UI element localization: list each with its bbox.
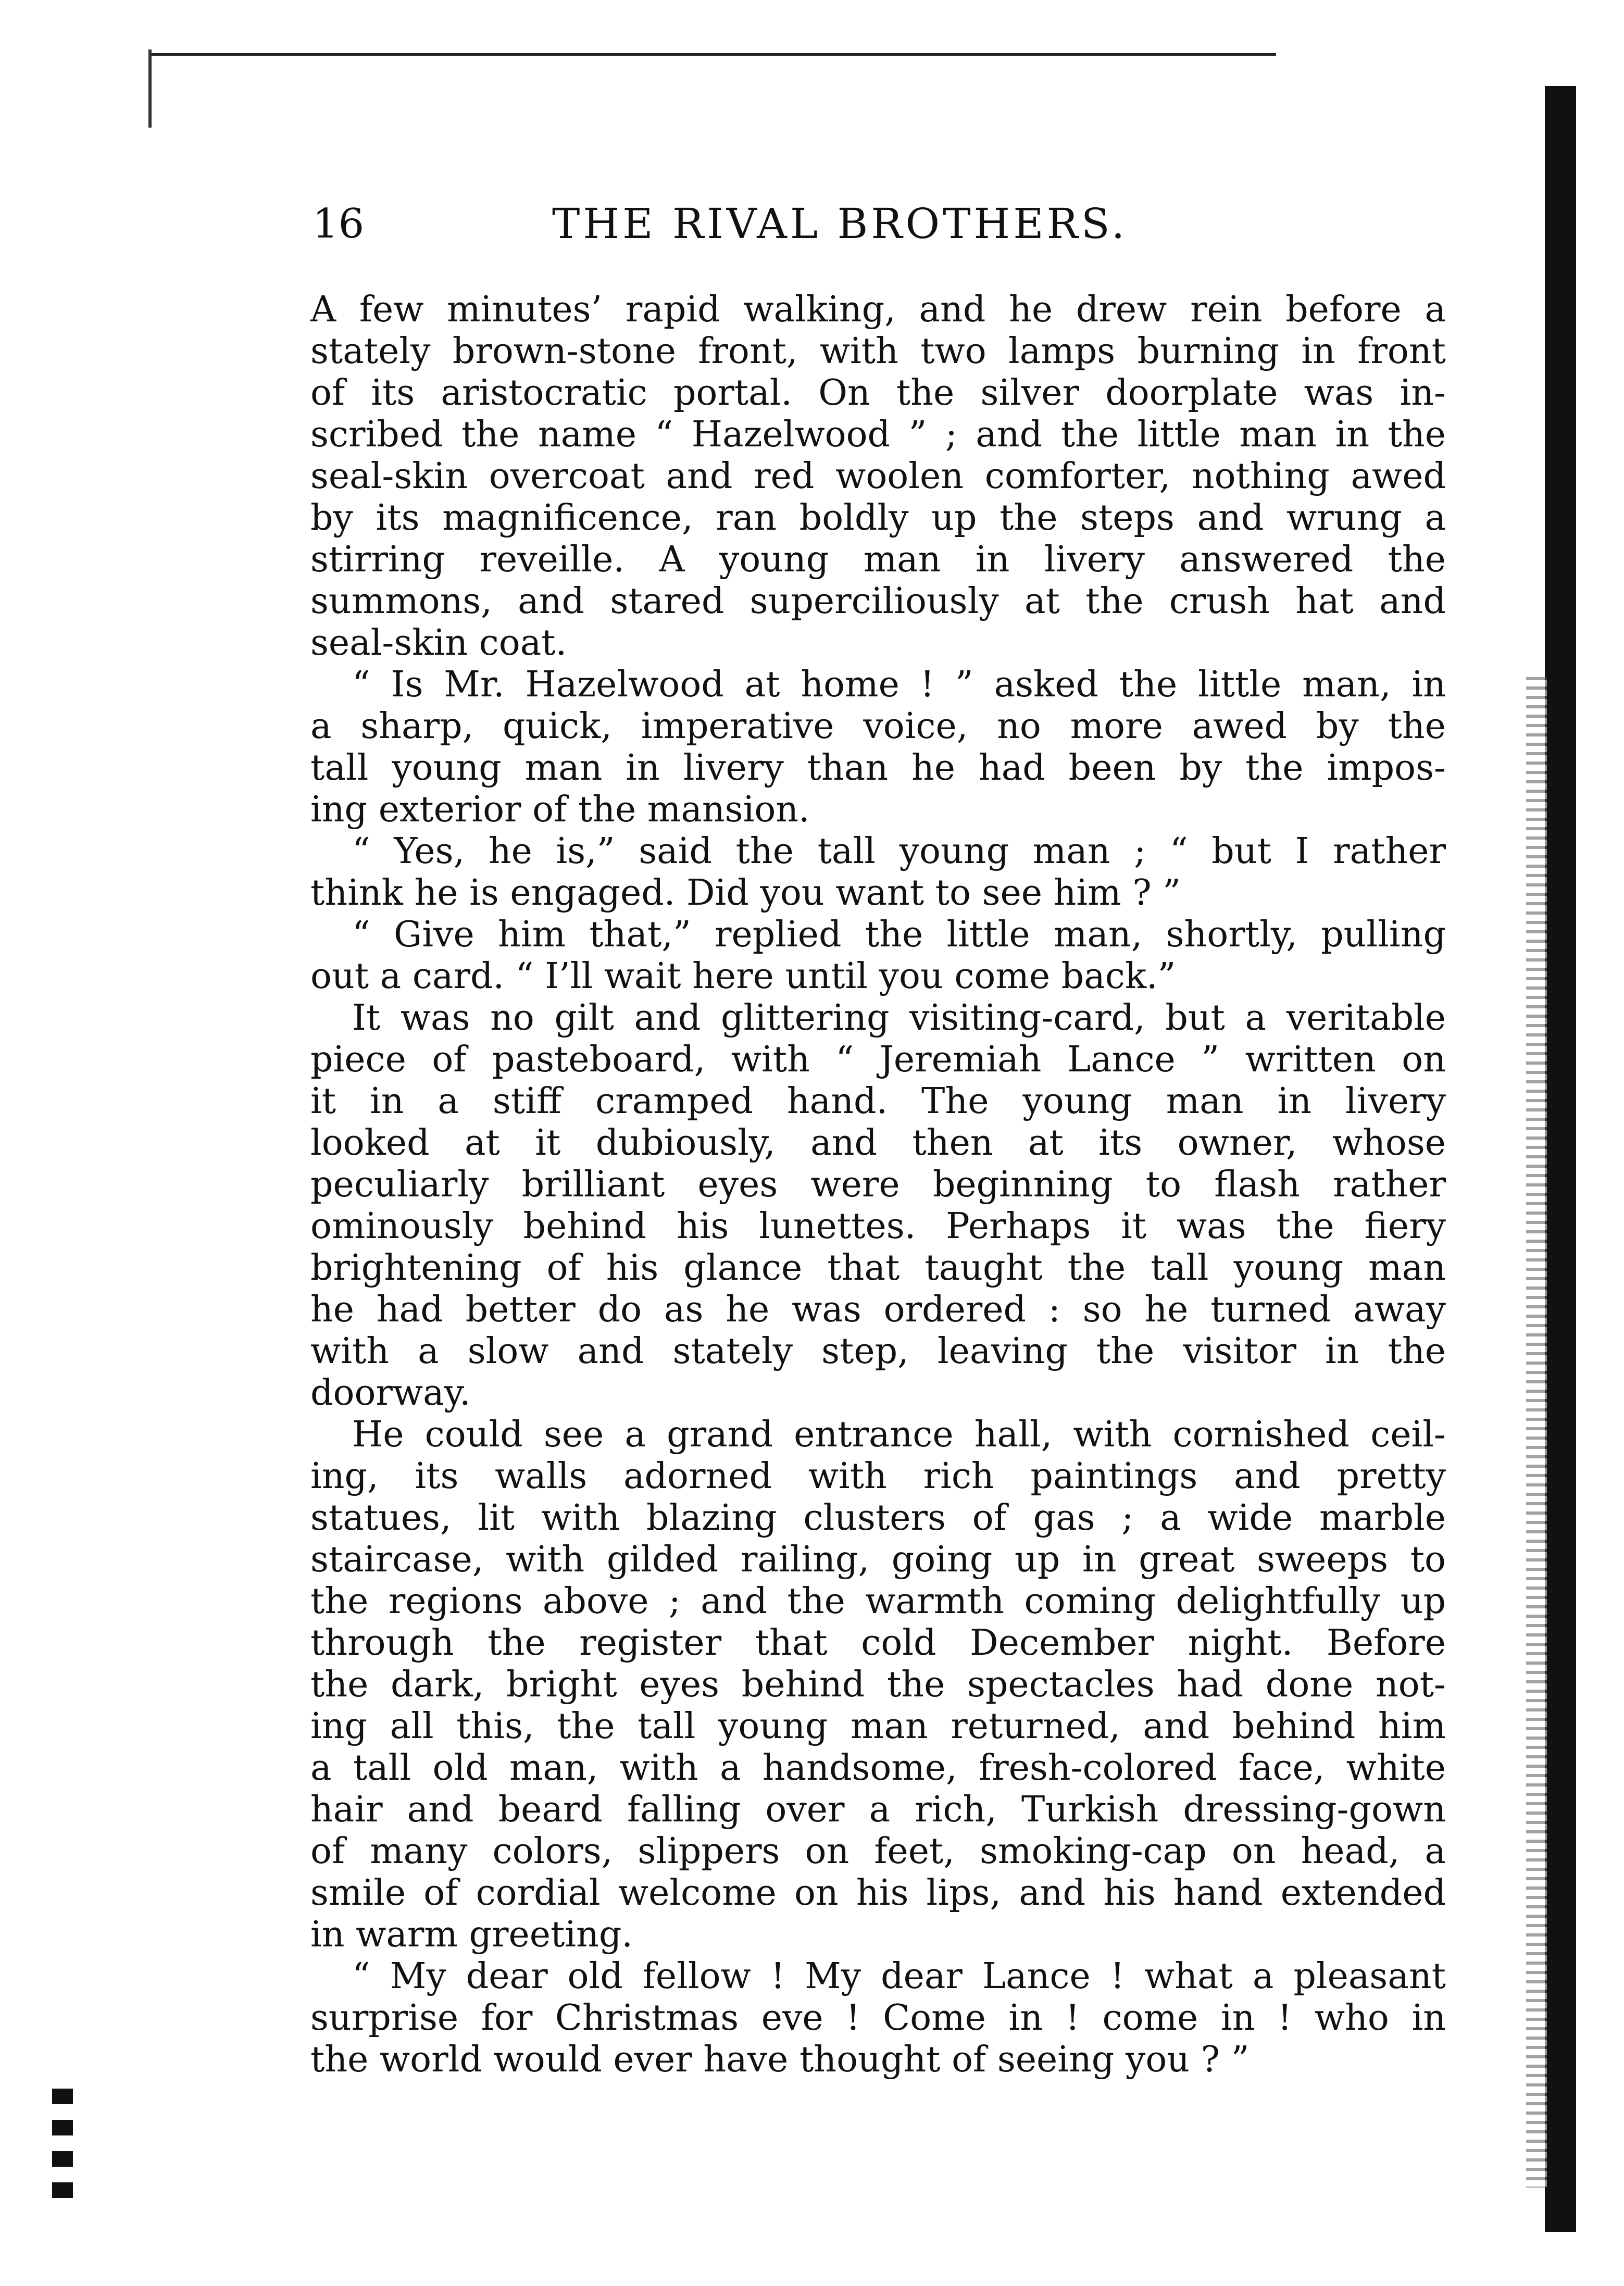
page-header xyxy=(313,193,1198,255)
text-line: piece of pasteboard, with “ Jeremiah Lance ” written on xyxy=(310,1039,1446,1080)
text-line: He could see a grand entrance hall, with cornished ceil- xyxy=(352,1414,1446,1455)
text-line: by its magnificence, ran boldly up the steps and wrung a xyxy=(310,497,1446,539)
text-line: out a card. “ I’ll wait here until you come back.” xyxy=(310,956,1176,997)
text-line: brightening of his glance that taught the tall young man xyxy=(310,1247,1446,1289)
page-edge-shadow xyxy=(1545,86,1576,2232)
text-line: in warm greeting. xyxy=(310,1914,633,1955)
text-line: staircase, with gilded railing, going up in great sweeps to xyxy=(310,1539,1446,1580)
margin-marks xyxy=(52,2089,73,2198)
text-line: It was no gilt and glittering visiting-card, but a veritable xyxy=(352,997,1446,1039)
text-line: “ My dear old fellow ! My dear Lance ! what a pleasant xyxy=(352,1956,1446,1997)
text-line: surprise for Christmas eve ! Come in ! come in ! who in xyxy=(310,1997,1446,2039)
paragraph xyxy=(310,914,1446,997)
text-line: seal-skin coat. xyxy=(310,622,567,664)
text-line: it in a stiff cramped hand. The young man in livery xyxy=(310,1081,1446,1122)
text-line: “ Give him that,” replied the little man, shortly, pulling xyxy=(352,914,1446,955)
text-line: a tall old man, with a handsome, fresh-colored face, white xyxy=(310,1747,1446,1789)
text-line: the dark, bright eyes behind the spectacles had done not- xyxy=(310,1664,1446,1705)
text-line: hair and beard falling over a rich, Turkish dressing-gown xyxy=(310,1789,1446,1830)
body-text xyxy=(310,289,1446,2081)
text-line: the world would ever have thought of seeing you ? ” xyxy=(310,2039,1250,2080)
paragraph xyxy=(310,289,1446,664)
text-line: summons, and stared superciliously at the crush hat and xyxy=(310,581,1446,622)
text-line: tall young man in livery than he had been by the impos- xyxy=(310,747,1446,789)
text-line: ing all this, the tall young man returned, and behind him xyxy=(310,1706,1446,1747)
text-line: stirring reveille. A young man in livery answered the xyxy=(310,539,1446,580)
text-line: peculiarly brilliant eyes were beginning to flash rather xyxy=(310,1164,1446,1205)
paragraph xyxy=(310,664,1446,831)
text-line: scribed the name “ Hazelwood ” ; and the little man in the xyxy=(310,414,1446,455)
text-line: with a slow and stately step, leaving the visitor in the xyxy=(310,1331,1446,1372)
text-line: ominously behind his lunettes. Perhaps it was the fiery xyxy=(310,1206,1446,1247)
page-number: 16 xyxy=(313,201,365,247)
text-line: through the register that cold December night. Before xyxy=(310,1622,1446,1664)
text-line: the regions above ; and the warmth coming delightfully up xyxy=(310,1581,1446,1622)
text-line: seal-skin overcoat and red woolen comforter, nothing awed xyxy=(310,456,1446,497)
text-line: smile of cordial welcome on his lips, and his hand extended xyxy=(310,1872,1446,1914)
text-line: he had better do as he was ordered : so he turned away xyxy=(310,1289,1446,1330)
text-line: ing exterior of the mansion. xyxy=(310,789,810,830)
text-line: of its aristocratic portal. On the silver doorplate was in- xyxy=(310,372,1446,414)
text-line: think he is engaged. Did you want to see him ? ” xyxy=(310,872,1181,914)
text-line: stately brown-stone front, with two lamps burning in front xyxy=(310,331,1446,372)
paragraph xyxy=(310,1414,1446,1956)
corner-mark xyxy=(148,49,152,128)
paragraph xyxy=(310,997,1446,1414)
text-line: ing, its walls adorned with rich paintings and pretty xyxy=(310,1456,1446,1497)
text-line: looked at it dubiously, and then at its owner, whose xyxy=(310,1122,1446,1164)
paragraph xyxy=(310,1956,1446,2081)
text-line: A few minutes’ rapid walking, and he drew rein before a xyxy=(310,289,1446,330)
top-rule xyxy=(151,53,1276,56)
text-line: “ Is Mr. Hazelwood at home ! ” asked the little man, in xyxy=(352,664,1446,705)
text-line: statues, lit with blazing clusters of gas ; a wide marble xyxy=(310,1497,1446,1539)
text-line: doorway. xyxy=(310,1372,471,1414)
text-line: “ Yes, he is,” said the tall young man ; “ but I rather xyxy=(352,831,1446,872)
text-line: a sharp, quick, imperative voice, no more awed by the xyxy=(310,706,1446,747)
running-title: THE RIVAL BROTHERS. xyxy=(552,199,1128,248)
paragraph xyxy=(310,831,1446,914)
page-edge-texture xyxy=(1526,677,1547,2188)
text-line: of many colors, slippers on feet, smoking-cap on head, a xyxy=(310,1831,1446,1872)
